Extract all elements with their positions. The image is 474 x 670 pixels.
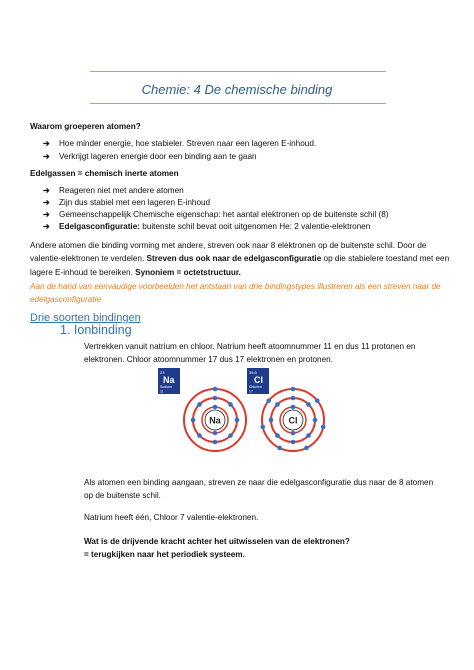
section-heading-bindings: Drie soorten bindingen (30, 312, 141, 324)
electron (306, 433, 311, 438)
electron (197, 402, 202, 407)
electron (191, 418, 196, 423)
section2-bullet: ➔ Gemeenschappelijk Chemische eigenschap: het aantal elektronen op de buitenste schil (8) (43, 210, 389, 219)
section1-bullet: ➔ Verkrijgt lageren energie door een binding aan te gaan (43, 152, 257, 161)
svg-text:17: 17 (249, 389, 253, 394)
electron (275, 433, 280, 438)
electron (291, 431, 296, 436)
svg-text:Na: Na (163, 375, 175, 385)
ionbinding-heading: 1. Ionbinding (60, 323, 132, 337)
electron (275, 402, 280, 407)
electron (269, 418, 274, 423)
section2-bullet: ➔ Reageren niet met andere atomen (43, 186, 184, 195)
electron (213, 396, 218, 401)
section2-heading: Edelgassen = chemisch inerte atomen (30, 169, 179, 178)
arrow-right-icon: ➔ (43, 222, 50, 231)
electron (197, 433, 202, 438)
octet-paragraph: Andere atomen die binding vorming met andere, streven ook naar 8 elektronen op de buitenste schil. Door de valentie-elektronen te verdelen. Streven dus ook naar de edelgasconfiguratie op die stabielere toestand met een lagere E-inhoud te bereiken. Synoniem = octetstructuur. (30, 241, 450, 277)
na-atom (184, 387, 246, 451)
svg-text:Cl: Cl (288, 415, 298, 426)
section2-bullet: ➔ Edelgasconfiguratie: buitenste schil bevat ooit uitgenomen He: 2 valentie-elektronen (43, 222, 371, 231)
title-bottom-rule (90, 103, 386, 104)
arrow-right-icon: ➔ (43, 139, 50, 148)
arrow-right-icon: ➔ (43, 198, 50, 207)
electron (228, 433, 233, 438)
arrow-right-icon: ➔ (43, 186, 50, 195)
electron (266, 398, 271, 403)
section1-bullet: ➔ Hoe minder energie, hoe stabieler. Streven naar een lageren E-inhoud. (43, 139, 317, 148)
electron (228, 402, 233, 407)
atom-diagram (150, 366, 330, 458)
electron (291, 405, 296, 410)
electron (291, 440, 296, 445)
electron (277, 446, 282, 451)
electron (213, 440, 218, 445)
electron (235, 418, 240, 423)
svg-text:11: 11 (160, 389, 164, 394)
title-top-rule (90, 71, 386, 72)
electron (260, 425, 265, 430)
ion-intro-text: Vertrekken vanuit natrium en chloor. Natrium heeft atoomnummer 11 en dus 11 protonen en elektronen. Chloor atoomnummer 17 dus 17 elektronen en protonen. (84, 342, 416, 365)
electron (213, 387, 218, 392)
arrow-right-icon: ➔ (43, 152, 50, 161)
answer-text: = terugkijken naar het periodiek systeem. (84, 550, 245, 559)
arrow-right-icon: ➔ (43, 210, 50, 219)
svg-text:Cl: Cl (254, 375, 263, 385)
na-periodic-tile (158, 368, 180, 394)
electron (321, 425, 326, 430)
question-text: Wat is de drijvende kracht achter het uitwisselen van de elektronen? (84, 537, 350, 546)
svg-text:23: 23 (160, 370, 165, 375)
svg-text:Na: Na (209, 415, 221, 426)
svg-text:Chlorine: Chlorine (249, 385, 263, 389)
electron (213, 405, 218, 410)
section1-heading: Waarom groeperen atomen? (30, 122, 141, 131)
page-title: Chemie: 4 De chemische binding (141, 82, 333, 97)
electron (213, 431, 218, 436)
electron (291, 396, 296, 401)
cl-periodic-tile (247, 368, 269, 394)
orange-note: Aan de hand van eenvaudige voorbeelden het antstaan van drie bindingstypes illustreren als een streven naar de edelgasconfiguratie (30, 282, 441, 305)
electron (304, 446, 309, 451)
text-after-figure-1: Als atomen een binding aangaan, streven ze naar die edelgasconfiguratie dus naar de 8 atomen op de buitenste schil. (84, 478, 434, 501)
electron (291, 387, 296, 392)
svg-text:Sodium: Sodium (160, 385, 172, 389)
svg-text:35.5: 35.5 (249, 370, 257, 375)
electron (315, 398, 320, 403)
section2-bullet: ➔ Zijn dus stabiel met een lageren E-inhoud (43, 198, 211, 207)
text-after-figure-2: Natrium heeft één, Chloor 7 valentie-elektronen. (84, 513, 259, 522)
electron (313, 418, 318, 423)
electron (306, 402, 311, 407)
cl-atom (260, 387, 325, 451)
